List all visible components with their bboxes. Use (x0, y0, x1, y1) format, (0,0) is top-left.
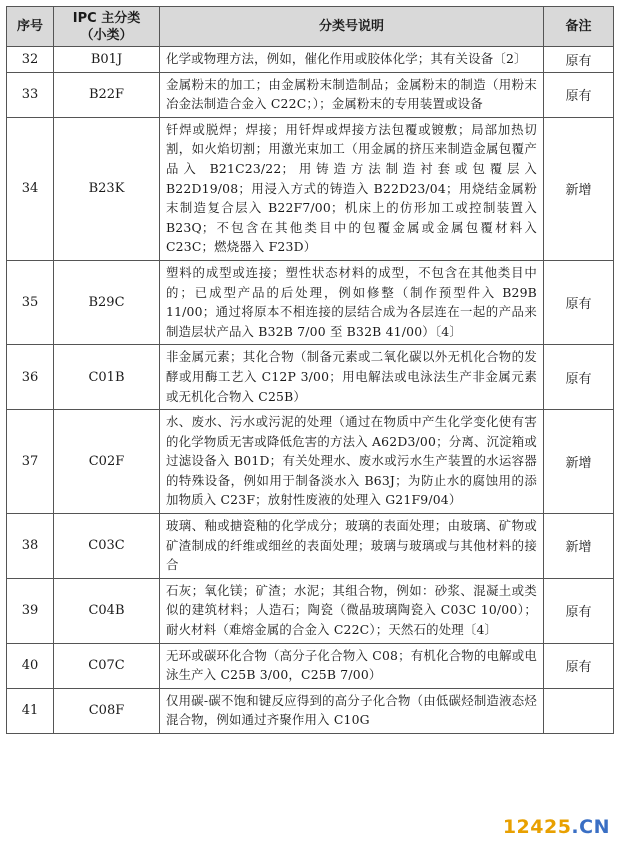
row-ipc-code: B01J (54, 47, 160, 73)
table-row (7, 47, 614, 73)
row-index: 35 (7, 260, 54, 344)
row-description: 金属粉末的加工；由金属粉末制造制品；金属粉末的制造（用粉末冶金法制造合金入 C22C；）；金属粉末的专用装置或设备 (160, 72, 544, 117)
table-body (7, 47, 614, 734)
row-ipc-code: B29C (54, 260, 160, 344)
row-note: 原有 (544, 260, 614, 344)
row-ipc-code: C02F (54, 410, 160, 514)
row-note: 新增 (544, 117, 614, 260)
ipc-classification-table (6, 6, 614, 734)
table-row (7, 410, 614, 514)
row-ipc-code: C08F (54, 688, 160, 733)
row-ipc-code: C03C (54, 514, 160, 579)
header-note: 备注 (544, 7, 614, 47)
row-note: 新增 (544, 514, 614, 579)
row-index: 39 (7, 578, 54, 643)
row-note (544, 688, 614, 733)
header-index: 序号 (7, 7, 54, 47)
row-ipc-code: B23K (54, 117, 160, 260)
row-description: 仅用碳-碳不饱和键反应得到的高分子化合物（由低碳烃制造液态烃混合物，例如通过齐聚作用入 C10G (160, 688, 544, 733)
table-row (7, 260, 614, 344)
row-index: 37 (7, 410, 54, 514)
row-index: 32 (7, 47, 54, 73)
row-description: 化学或物理方法，例如，催化作用或胶体化学；其有关设备〔2〕 (160, 47, 544, 73)
row-description: 石灰；氧化镁；矿渣；水泥；其组合物，例如：砂浆、混凝土或类似的建筑材料；人造石；陶瓷（微晶玻璃陶瓷入 C03C 10/00）；耐火材料（难熔金属的合金入 C22C）；天然石的处理〔4〕 (160, 578, 544, 643)
row-ipc-code: C04B (54, 578, 160, 643)
header-row (7, 7, 614, 47)
site-watermark (503, 816, 610, 838)
header-description: 分类号说明 (160, 7, 544, 47)
table-row (7, 643, 614, 688)
table-row (7, 514, 614, 579)
row-index: 38 (7, 514, 54, 579)
watermark-domain: .CN (571, 816, 610, 838)
row-index: 33 (7, 72, 54, 117)
table-row (7, 72, 614, 117)
row-description: 玻璃、釉或搪瓷釉的化学成分；玻璃的表面处理；由玻璃、矿物或矿渣制成的纤维或细丝的表面处理；玻璃与玻璃或与其他材料的接合 (160, 514, 544, 579)
row-description: 塑料的成型或连接；塑性状态材料的成型，不包含在其他类目中的；已成型产品的后处理，例如修整（制作预型件入 B29B 11/00；通过将原本不相连接的层结合成为各层连在一起的产品来制造层状产品入 B32B 7/00 至 B32B 41/00）〔4〕 (160, 260, 544, 344)
row-index: 41 (7, 688, 54, 733)
row-ipc-code: C07C (54, 643, 160, 688)
table-row (7, 688, 614, 733)
row-index: 34 (7, 117, 54, 260)
row-ipc-code: B22F (54, 72, 160, 117)
table-row (7, 117, 614, 260)
row-index: 40 (7, 643, 54, 688)
watermark-number: 12425 (502, 816, 572, 838)
row-ipc-code: C01B (54, 345, 160, 410)
row-note: 原有 (544, 47, 614, 73)
row-description: 无环或碳环化合物（高分子化合物入 C08；有机化合物的电解或电泳生产入 C25B 3/00，C25B 7/00） (160, 643, 544, 688)
row-note: 原有 (544, 578, 614, 643)
row-note: 新增 (544, 410, 614, 514)
table-row (7, 345, 614, 410)
table-row (7, 578, 614, 643)
row-description: 钎焊或脱焊；焊接；用钎焊或焊接方法包覆或镀敷；局部加热切割，如火焰切割；用激光束加工（用金属的挤压来制造金属包覆产品入 B21C23/22；用铸造方法制造衬套或包覆层入 B22D19/08；用浸入方式的铸造入 B22D23/04；用烧结金属粉末制造复合层入 B22F7/00；机床上的仿形加工或控制装置入 B23Q；不包含在其他类目中的包覆金属或金属包覆材料入 C23C；燃烧器入 F23D） (160, 117, 544, 260)
table-header (7, 7, 614, 47)
row-note: 原有 (544, 345, 614, 410)
row-description: 水、废水、污水或污泥的处理（通过在物质中产生化学变化使有害的化学物质无害或降低危害的方法入 A62D3/00；分离、沉淀箱或过滤设备入 B01D；有关处理水、废水或污水生产装置的水运容器的特殊设备，例如用于制备淡水入 B63J；为防止水的腐蚀用的添加物质入 C23F；放射性废液的处理入 G21F9/04） (160, 410, 544, 514)
row-index: 36 (7, 345, 54, 410)
row-note: 原有 (544, 643, 614, 688)
row-note: 原有 (544, 72, 614, 117)
header-code: IPC 主分类 （小类） (54, 7, 160, 47)
row-description: 非金属元素；其化合物（制备元素或二氧化碳以外无机化合物的发酵或用酶工艺入 C12P 3/00；用电解法或电泳法生产非金属元素或无机化合物入 C25B） (160, 345, 544, 410)
